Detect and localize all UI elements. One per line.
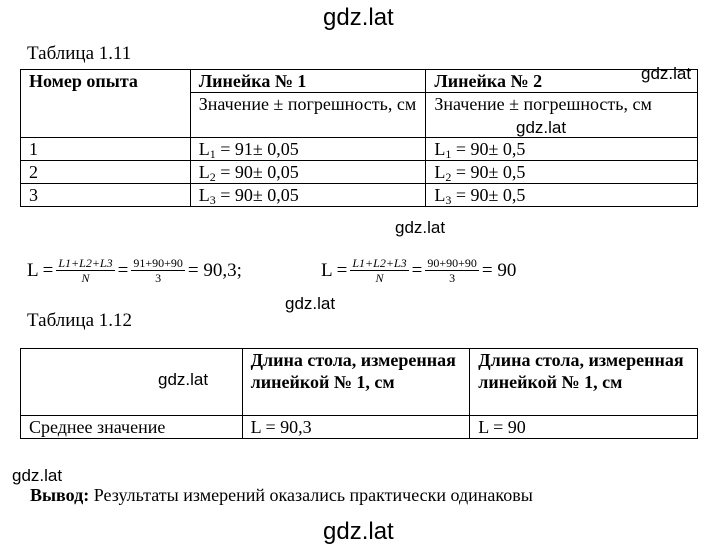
formula1-numerator: L1+L2+L3	[58, 256, 113, 270]
watermark-below-formula: gdz.lat	[285, 294, 336, 313]
watermark-left-bottom: gdz.lat	[12, 466, 63, 485]
conclusion	[30, 485, 533, 506]
table1-cell-ruler2: $L_2 = 90\pm 0,5$	[426, 161, 698, 184]
formula1-numerator-values: 91+90+90	[133, 256, 183, 270]
formula-average-ruler1	[27, 256, 242, 285]
table1-cell-ruler2: $L_3 = 90\pm 0,5$	[426, 184, 698, 207]
table2-caption: Таблица 1.12	[27, 310, 133, 331]
formula1-equals: =	[117, 259, 129, 281]
formula1-result: = 90,3;	[187, 259, 242, 281]
table-row	[21, 184, 698, 207]
table1-cell-ruler2: $L_1 = 90\pm 0,5$	[426, 138, 698, 161]
table2-cell-label: Среднее значение	[21, 416, 243, 439]
table2-header-row	[21, 349, 698, 416]
table-row	[21, 161, 698, 184]
formula2-lhs: L =	[321, 259, 348, 281]
watermark-table2: gdz.lat	[158, 370, 209, 389]
watermark-bottom: gdz.lat	[323, 518, 394, 545]
table1-header-ruler1: Линейка № 1	[190, 70, 426, 93]
table-row	[21, 138, 698, 161]
table1-cell-ruler1: $L_2 = 90\pm 0,05$	[190, 161, 426, 184]
table1-cell-number: 3	[21, 184, 191, 207]
table1-cell-number: 1	[21, 138, 191, 161]
watermark-top: gdz.lat	[323, 4, 394, 31]
formula1-lhs: L =	[27, 259, 54, 281]
formula1-fraction-values	[131, 256, 185, 285]
formula2-fraction	[350, 256, 408, 285]
formula1-denominator-values: 3	[155, 271, 162, 285]
watermark-table1: gdz.lat	[516, 118, 567, 137]
table1-caption: Таблица 1.11	[27, 43, 132, 64]
formula2-numerator: L1+L2+L3	[352, 256, 407, 270]
conclusion-label: Вывод:	[30, 485, 90, 505]
table1-header-ruler2: Линейка № 2	[426, 70, 698, 93]
table1-header-number: Номер опыта	[21, 70, 191, 138]
conclusion-text: Результаты измерений оказались практически одинаковы	[89, 485, 533, 505]
table1-subheader-ruler2: Значение ± погрешность, см	[426, 93, 698, 138]
table1-cell-ruler1: $L_3 = 90\pm 0,05$	[190, 184, 426, 207]
table-1-11	[20, 69, 698, 207]
table1-header-row	[21, 70, 698, 93]
table-1-12	[20, 348, 698, 439]
formula2-fraction-values	[425, 256, 479, 285]
formula2-result: = 90	[481, 259, 517, 281]
formula1-fraction	[56, 256, 114, 285]
watermark-right-header: gdz.lat	[641, 64, 692, 83]
formula2-equals: =	[411, 259, 423, 281]
table-row	[21, 416, 698, 439]
formula2-denominator-values: 3	[449, 271, 456, 285]
formula-average-ruler2	[321, 256, 516, 285]
table2-cell-ruler2: L = 90	[470, 416, 698, 439]
table1-cell-ruler1: $L_1 = 91\pm 0,05$	[190, 138, 426, 161]
formula1-denominator: N	[81, 271, 90, 285]
table2-header-ruler2: Длина стола, измеренная линейкой № 1, см	[470, 349, 698, 416]
table2-cell-ruler1: L = 90,3	[242, 416, 470, 439]
watermark-below-table1: gdz.lat	[395, 218, 446, 237]
formula2-denominator: N	[375, 271, 384, 285]
formula2-numerator-values: 90+90+90	[427, 256, 477, 270]
table1-cell-number: 2	[21, 161, 191, 184]
table1-subheader-ruler1: Значение ± погрешность, см	[190, 93, 426, 138]
table2-header-ruler1: Длина стола, измеренная линейкой № 1, см	[242, 349, 470, 416]
table2-header-empty	[21, 349, 243, 416]
